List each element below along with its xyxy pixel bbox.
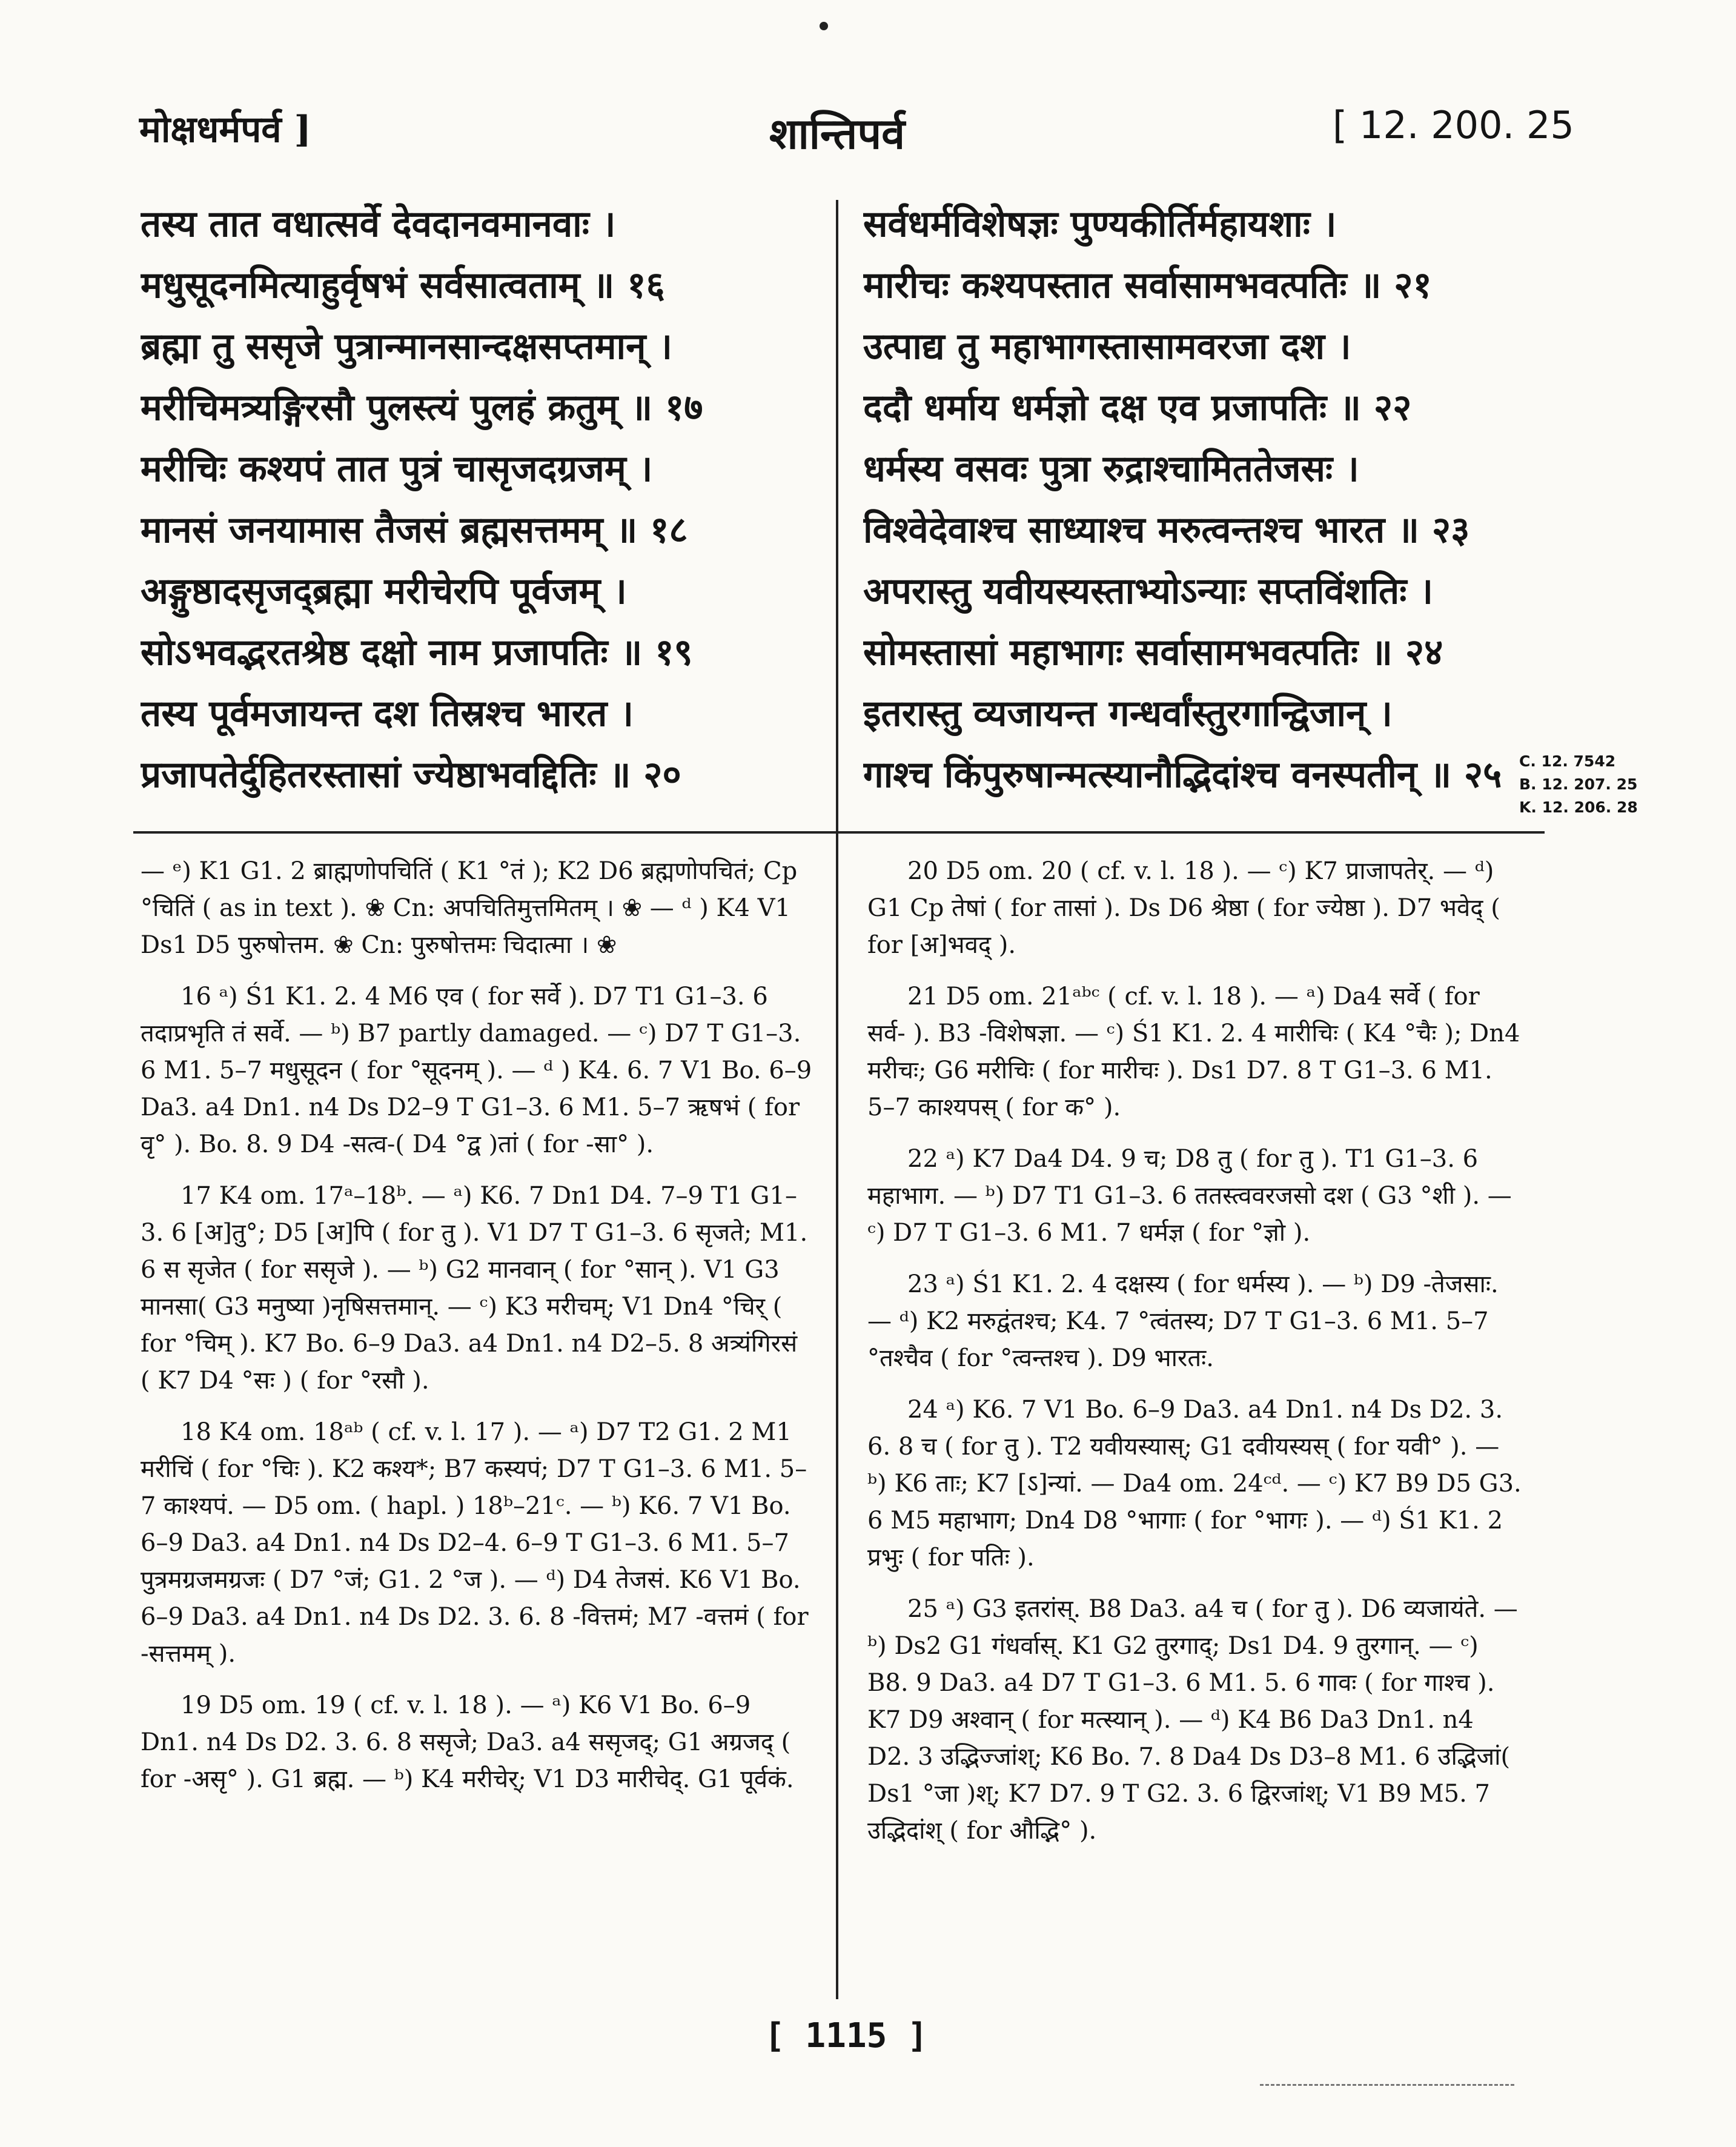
page-number: [ 1115 ] [764,2016,928,2056]
verse-column-right [863,194,1523,806]
concordance-block [1519,750,1638,819]
verse-line: इतरास्तु व्यजायन्त गन्धर्वांस्तुरगान्द्विजान् । [863,692,1393,735]
concordance-entry: K. 12. 206. 28 [1519,798,1638,816]
verse-line: मरीचिः कश्यपं तात पुत्रं चासृजदग्रजम् । [141,448,653,490]
verse-line: सोऽभवद्भरतश्रेष्ठ दक्षो नाम प्रजापतिः ॥ १९ [141,631,693,674]
ink-speck [820,22,828,30]
note-paragraph: 18 K4 om. 18ᵃᵇ ( cf. v. l. 17 ). — ᵃ) D7 T2 G1. 2 M1 मरीचिं ( for °चिः ). K2 कश्य*; B7 कस्यपं; D7 T G1–3. 6 M1. 5–7 काश्यपं. — D5 om. ( hapl. ) 18ᵇ–21ᶜ. — ᵇ) K6. 7 V1 Bo. 6–9 Da3. a4 Dn1. n4 Ds D2–4. 6–9 T G1–3. 6 M1. 5–7 पुत्रमग्रजमग्रजः ( D7 °जं; G1. 2 °ज ). — ᵈ) D4 तेजसं. K6 V1 Bo. 6–9 Da3. a4 Dn1. n4 Ds D2. 3. 6. 8 -वित्तमं; M7 -वत्तमं ( for -सत्तमम् ). [141,1418,809,1668]
column-divider [836,200,838,1999]
note-paragraph: 22 ᵃ) K7 Da4 D4. 9 च; D8 तु ( for तु ). T1 G1–3. 6 महाभाग. — ᵇ) D7 T1 G1–3. 6 ततस्त्ववरजसो दश ( G3 °शी ). — ᶜ) D7 T G1–3. 6 M1. 7 धर्मज्ञ ( for °ज्ञो ). [867,1145,1512,1247]
verse-line: तस्य पूर्वमजायन्त दश तिस्रश्च भारत । [141,692,634,735]
verse-line: तस्य तात वधात्सर्वे देवदानवमानवाः । [141,203,616,245]
verse-line: विश्वेदेवाश्च साध्याश्च मरुत्वन्तश्च भारत ॥ २३ [863,509,1470,551]
verse-line: मधुसूदनमित्याहुर्वृषभं सर्वसात्वताम् ॥ १६ [141,264,665,307]
critical-notes-right [867,853,1522,1857]
note-paragraph: 24 ᵃ) K6. 7 V1 Bo. 6–9 Da3. a4 Dn1. n4 Ds D2. 3. 6. 8 च ( for तु ). T2 यवीयस्यास्; G1 दवीयस्यस् ( for यवी° ). — ᵇ) K6 ताः; K7 [ऽ]न्यां. — Da4 om. 24ᶜᵈ. — ᶜ) K7 B9 D5 G3. 6 M5 महाभाग; Dn4 D8 °भागाः ( for °भागः ). — ᵈ) Ś1 K1. 2 प्रभुः ( for पतिः ). [867,1396,1522,1571]
verse-line: ददौ धर्माय धर्मज्ञो दक्ष एव प्रजापतिः ॥ २२ [863,387,1412,429]
verse-line: अपरास्तु यवीयस्यस्ताभ्योऽन्याः सप्तविंशतिः । [863,570,1433,612]
verse-line: सर्वधर्मविशेषज्ञः पुण्यकीर्तिर्महायशाः । [863,203,1337,245]
note-paragraph: 25 ᵃ) G3 इतरांस्. B8 Da3. a4 च ( for तु ). D6 व्यजायंते. — ᵇ) Ds2 G1 गंधर्वास्. K1 G2 तुरगाद्; Ds1 D4. 9 तुरगान्. — ᶜ) B8. 9 Da3. a4 D7 T G1–3. 6 M1. 5. 6 गावः ( for गाश्च ). K7 D9 अश्वान् ( for मत्स्यान् ). — ᵈ) K4 B6 Da3 Dn1. n4 D2. 3 उद्भिज्जांश्; K6 Bo. 7. 8 Da4 Ds D3–8 M1. 6 उद्भिजां( Ds1 °जा )श्; K7 D7. 9 T G2. 3. 6 द्विरजांश्; V1 B9 M5. 7 उद्भिदांश् ( for औद्भि° ). [867,1595,1518,1845]
verse-line: गाश्च किंपुरुषान्मत्स्यानौद्भिदांश्च वनस्पतीन् ॥ २५ [863,754,1502,796]
verse-line: मरीचिमत्र्यङ्गिरसौ पुलस्त्यं पुलहं क्रतुम् ॥ १७ [141,387,703,429]
note-paragraph: 19 D5 om. 19 ( cf. v. l. 18 ). — ᵃ) K6 V1 Bo. 6–9 Dn1. n4 Ds D2. 3. 6. 8 ससृजे; Da3. a4 ससृजद्; G1 अग्रजद् ( for -असृ° ). G1 ब्रह्म. — ᵇ) K4 मरीचेर्; V1 D3 मारीचेद्. G1 पूर्वकं. [141,1691,794,1793]
note-paragraph: 20 D5 om. 20 ( cf. v. l. 18 ). — ᶜ) K7 प्राजापतेर्. — ᵈ) G1 Cp तेषां ( for तासां ). Ds D6 श्रेष्ठा ( for ज्येष्ठा ). D7 भवेद् ( for [अ]भवद् ). [867,857,1500,959]
page-title: शान्तिपर्व [769,108,905,159]
verse-line: अङ्गुष्ठादसृजद्ब्रह्मा मरीचेरपि पूर्वजम् । [141,570,627,612]
concordance-entry: B. 12. 207. 25 [1519,775,1638,793]
horizontal-rule [133,831,1545,834]
verse-line: मानसं जनयामास तैजसं ब्रह्मसत्तमम् ॥ १८ [141,509,688,551]
note-paragraph: 23 ᵃ) Ś1 K1. 2. 4 दक्षस्य ( for धर्मस्य ). — ᵇ) D9 -तेजसाः. — ᵈ) K2 मरुद्वंतश्च; K4. 7 °त्वंतस्य; D7 T G1–3. 6 M1. 5–7 °तश्चैव ( for °त्वन्तश्च ). D9 भारतः. [867,1270,1499,1372]
verse-line: ब्रह्मा तु ससृजे पुत्रान्मानसान्दक्षसप्तमान् । [141,325,673,368]
concordance-entry: C. 12. 7542 [1519,752,1616,770]
verse-line: सोमस्तासां महाभागः सर्वासामभवत्पतिः ॥ २४ [863,631,1443,674]
critical-notes-left [141,853,813,1805]
note-paragraph: 17 K4 om. 17ᵃ–18ᵇ. — ᵃ) K6. 7 Dn1 D4. 7–9 T1 G1–3. 6 [अ]तु°; D5 [अ]पि ( for तु ). V1 D7 T G1–3. 6 सृजते; M1. 6 स सृजेत ( for ससृजे ). — ᵇ) G2 मानवान् ( for °सान् ). V1 G3 मानसा( G3 मनुष्या )नृषिसत्तमान्. — ᶜ) K3 मरीचम्; V1 Dn4 °चिर् ( for °चिम् ). K7 Bo. 6–9 Da3. a4 Dn1. n4 D2–5. 8 अत्र्यंगिरसं ( K7 D4 °सः ) ( for °रसौ ). [141,1182,808,1395]
verse-column-left [141,194,825,806]
running-head-left: मोक्षधर्मपर्व ] [139,108,311,151]
verse-line: उत्पाद्य तु महाभागस्तासामवरजा दश । [863,325,1351,368]
verse-line: प्रजापतेर्दुहितरस्तासां ज्येष्ठाभवद्दितिः ॥ २० [141,754,681,796]
verse-line: मारीचः कश्यपस्तात सर्वासामभवत्पतिः ॥ २१ [863,264,1432,307]
note-paragraph: — ᵉ) K1 G1. 2 ब्राह्मणोपचितिं ( K1 °तं ); K2 D6 ब्रह्मणोपचितं; Cp °चितिं ( as in text ). ❀ Cn: अपचितिमुत्तमितम् । ❀ — ᵈ ) K4 V1 Ds1 D5 पुरुषोत्तम. ❀ Cn: पुरुषोत्तमः चिदात्मा । ❀ [141,857,798,959]
scan-smudge [1260,2084,1514,2089]
verse-line: धर्मस्य वसवः पुत्रा रुद्राश्चामिततेजसः । [863,448,1359,490]
note-paragraph: 16 ᵃ) Ś1 K1. 2. 4 M6 एव ( for सर्वे ). D7 T1 G1–3. 6 तदाप्रभृति तं सर्वे. — ᵇ) B7 partly damaged. — ᶜ) D7 T G1–3. 6 M1. 5–7 मधुसूदन ( for °सूदनम् ). — ᵈ ) K4. 6. 7 V1 Bo. 6–9 Da3. a4 Dn1. n4 Ds D2–9 T G1–3. 6 M1. 5–7 ऋषभं ( for वृ° ). Bo. 8. 9 D4 -सत्व-( D4 °द्व )तां ( for -सा° ). [141,983,812,1158]
note-paragraph: 21 D5 om. 21ᵃᵇᶜ ( cf. v. l. 18 ). — ᵃ) Da4 सर्वे ( for सर्व- ). B3 -विशेषज्ञा. — ᶜ) Ś1 K1. 2. 4 मारीचिः ( K4 °चैः ); Dn4 मरीचः; G6 मरीचिः ( for मारीचः ). Ds1 D7. 8 T G1–3. 6 M1. 5–7 काश्यपस् ( for क° ). [867,983,1520,1121]
verse-reference: [ 12. 200. 25 [1333,103,1574,147]
